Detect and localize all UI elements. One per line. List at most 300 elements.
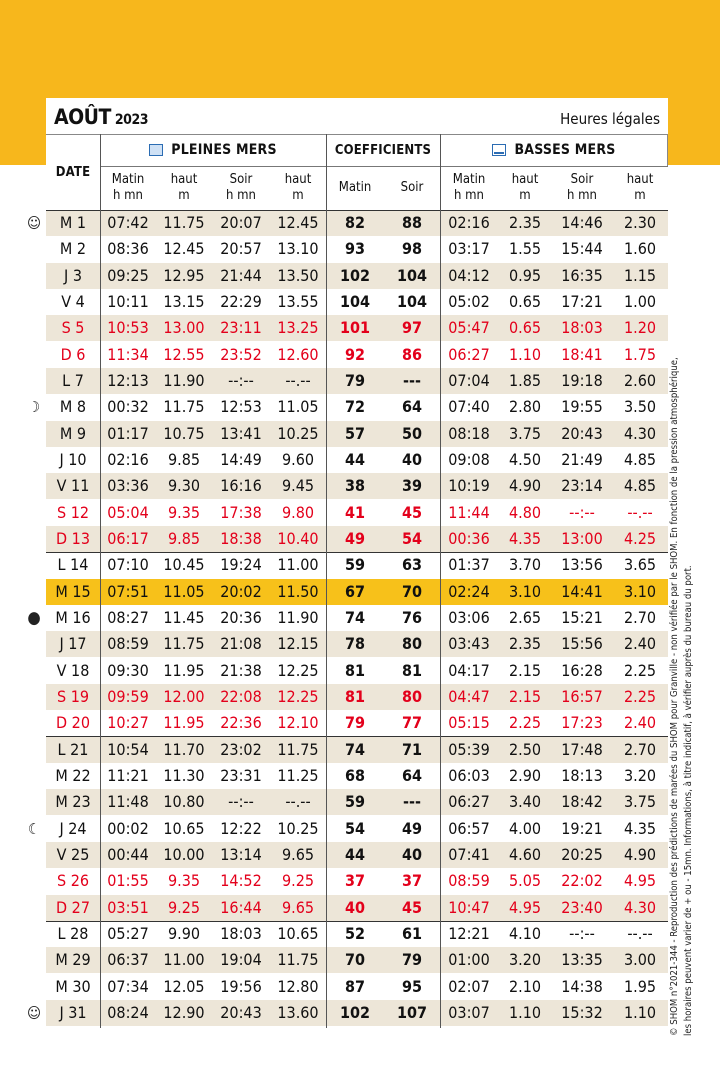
high-morning-header: Matin h mn <box>111 172 145 203</box>
low-morning-time: 10:19 <box>448 476 490 495</box>
high-evening-time: 12:22 <box>220 819 262 838</box>
low-evening-time: 14:38 <box>561 977 603 996</box>
low-evening-time: 15:56 <box>561 634 603 653</box>
coef-morning: 102 <box>339 266 371 285</box>
low-morning-time: 12:21 <box>448 924 490 943</box>
coef-morning: 44 <box>344 450 366 469</box>
coef-evening: 88 <box>401 213 423 232</box>
date: S 5 <box>61 318 85 337</box>
low-evening-time: --:-- <box>569 503 595 522</box>
grid-line <box>440 134 441 1028</box>
date: M 30 <box>55 977 91 996</box>
coef-morning: 74 <box>344 740 366 759</box>
low-morning-height: 0.65 <box>508 318 542 337</box>
coef-morning: 93 <box>344 239 366 258</box>
table-row <box>46 710 668 736</box>
high-evening-height: 9.60 <box>281 450 315 469</box>
coef-morning: 59 <box>344 555 366 574</box>
high-evening-time: 19:56 <box>220 977 262 996</box>
high-morning-height: 10.65 <box>163 819 205 838</box>
high-evening-time: 21:44 <box>220 266 262 285</box>
table-row <box>46 974 668 1000</box>
high-evening-time: 13:41 <box>220 424 262 443</box>
table-row <box>46 368 668 394</box>
high-evening-time: 12:53 <box>220 397 262 416</box>
low-morning-time: 06:57 <box>448 819 490 838</box>
low-evening-time: 16:57 <box>561 687 603 706</box>
high-morning-time: 11:48 <box>107 792 149 811</box>
table-row <box>46 789 668 815</box>
table-title-bar <box>46 98 668 135</box>
high-evening-height: 9.25 <box>281 871 315 890</box>
high-morning-height: 11.05 <box>163 582 205 601</box>
low-evening-time: 13:35 <box>561 950 603 969</box>
high-morning-height: 9.85 <box>167 529 201 548</box>
high-morning-height: 9.25 <box>167 898 201 917</box>
low-morning-header: Matin h mn <box>452 172 486 203</box>
low-evening-height: 1.15 <box>623 266 657 285</box>
low-morning-time: 02:16 <box>448 213 490 232</box>
table-row <box>46 658 668 684</box>
coef-evening: 54 <box>401 529 423 548</box>
high-evening-height: 11.75 <box>277 950 319 969</box>
coef-morning: 104 <box>339 292 371 311</box>
coef-morning: 40 <box>344 898 366 917</box>
table-row <box>46 236 668 262</box>
coef-evening: 80 <box>401 687 423 706</box>
high-morning-height: 11.95 <box>163 661 205 680</box>
low-morning-time: 05:39 <box>448 740 490 759</box>
low-morning-height: 3.20 <box>508 950 542 969</box>
low-morning-height: 3.10 <box>508 582 542 601</box>
coef-morning: 59 <box>344 792 366 811</box>
high-morning-time: 10:11 <box>107 292 149 311</box>
low-morning-height: 4.50 <box>508 450 542 469</box>
coef-morning: 79 <box>344 713 366 732</box>
high-morning-time: 05:04 <box>107 503 149 522</box>
low-morning-time: 04:12 <box>448 266 490 285</box>
high-evening-height: 12.80 <box>277 977 319 996</box>
high-evening-time: 19:04 <box>220 950 262 969</box>
low-morning-time: 06:03 <box>448 766 490 785</box>
high-evening-height: 10.25 <box>277 819 319 838</box>
low-evening-height: --.-- <box>627 503 653 522</box>
low-morning-height: 4.60 <box>508 845 542 864</box>
low-evening-height: 2.60 <box>623 371 657 390</box>
high-morning-height: 11.70 <box>163 740 205 759</box>
coef-evening: 70 <box>401 582 423 601</box>
high-evening-header: Soir h mn <box>226 172 256 203</box>
low-evening-time: 18:41 <box>561 345 603 364</box>
high-morning-time: 12:13 <box>107 371 149 390</box>
coef-morning: 41 <box>344 503 366 522</box>
date: M 23 <box>55 792 91 811</box>
coef-evening: 40 <box>401 450 423 469</box>
low-evening-time: 22:02 <box>561 871 603 890</box>
coef-morning: 79 <box>344 371 366 390</box>
low-tide-group-header: BASSES MERS <box>440 134 668 166</box>
high-morning-time: 09:25 <box>107 266 149 285</box>
table-row <box>46 289 668 315</box>
low-morning-time: 01:37 <box>448 555 490 574</box>
date: J 31 <box>59 1003 87 1022</box>
low-morning-height: 2.80 <box>508 397 542 416</box>
high-morning-height: 11.90 <box>163 371 205 390</box>
low-evening-time: 18:13 <box>561 766 603 785</box>
low-evening-time: 21:49 <box>561 450 603 469</box>
date: L 7 <box>62 371 84 390</box>
low-morning-height: 2.35 <box>508 213 542 232</box>
coef-evening: --- <box>403 371 421 390</box>
low-morning-time: 03:07 <box>448 1003 490 1022</box>
high-evening-time: 18:03 <box>220 924 262 943</box>
low-evening-time: 14:41 <box>561 582 603 601</box>
high-evening-height: --.-- <box>285 371 311 390</box>
date: J 3 <box>64 266 82 285</box>
high-morning-height: 11.00 <box>163 950 205 969</box>
low-evening-time: 16:28 <box>561 661 603 680</box>
high-morning-time: 08:27 <box>107 608 149 627</box>
high-morning-time: 03:51 <box>107 898 149 917</box>
low-evening-height: 2.40 <box>623 634 657 653</box>
high-evening-time: 20:36 <box>220 608 262 627</box>
high-evening-time: 23:02 <box>220 740 262 759</box>
date: M 15 <box>55 582 91 601</box>
low-evening-height: 1.20 <box>623 318 657 337</box>
table-row <box>46 1000 668 1026</box>
first-quarter-icon: ☾ <box>27 820 41 838</box>
coef-evening: --- <box>403 792 421 811</box>
low-evening-time: 19:21 <box>561 819 603 838</box>
high-evening-height: 11.75 <box>277 740 319 759</box>
high-evening-time: --:-- <box>228 792 254 811</box>
low-morning-time: 08:18 <box>448 424 490 443</box>
high-morning-height: 9.35 <box>167 503 201 522</box>
low-morning-time: 09:08 <box>448 450 490 469</box>
high-evening-height: 11.00 <box>277 555 319 574</box>
high-evening-height: 9.65 <box>281 898 315 917</box>
coef-evening: 61 <box>401 924 423 943</box>
date: M 9 <box>59 424 87 443</box>
high-evening-height: 9.65 <box>281 845 315 864</box>
high-morning-time: 07:51 <box>107 582 149 601</box>
coef-evening: 76 <box>401 608 423 627</box>
header-divider <box>100 166 668 167</box>
high-morning-height: 9.85 <box>167 450 201 469</box>
date: S 26 <box>56 871 90 890</box>
high-evening-time: 20:07 <box>220 213 262 232</box>
low-evening-time: 20:25 <box>561 845 603 864</box>
low-morning-height: 2.50 <box>508 740 542 759</box>
table-row <box>46 421 668 447</box>
table-row <box>46 526 668 552</box>
low-evening-time: 18:42 <box>561 792 603 811</box>
coef-morning: 78 <box>344 634 366 653</box>
low-morning-height: 4.10 <box>508 924 542 943</box>
high-morning-height: 10.00 <box>163 845 205 864</box>
high-evening-height: 12.45 <box>277 213 319 232</box>
date: M 2 <box>59 239 87 258</box>
low-morning-height: 2.65 <box>508 608 542 627</box>
coef-morning-header: Matin <box>338 180 372 195</box>
date-column-header: DATE <box>55 164 91 180</box>
date: V 18 <box>56 661 90 680</box>
low-morning-time: 00:36 <box>448 529 490 548</box>
low-morning-time: 03:43 <box>448 634 490 653</box>
high-morning-height: 12.05 <box>163 977 205 996</box>
low-evening-time: 18:03 <box>561 318 603 337</box>
coef-evening: 71 <box>401 740 423 759</box>
low-evening-height-header: haut m <box>626 172 654 203</box>
low-evening-time: 16:35 <box>561 266 603 285</box>
new-moon-icon: ● <box>27 608 41 628</box>
date: L 21 <box>57 740 89 759</box>
high-morning-height-header: haut m <box>170 172 198 203</box>
low-morning-time: 07:04 <box>448 371 490 390</box>
low-evening-time: 14:46 <box>561 213 603 232</box>
date: S 12 <box>56 503 90 522</box>
high-evening-height: 11.50 <box>277 582 319 601</box>
date: J 10 <box>59 450 87 469</box>
coef-morning: 82 <box>344 213 366 232</box>
coef-morning: 70 <box>344 950 366 969</box>
low-morning-time: 11:44 <box>448 503 490 522</box>
low-morning-time: 08:59 <box>448 871 490 890</box>
low-evening-time: 23:14 <box>561 476 603 495</box>
low-morning-height: 4.80 <box>508 503 542 522</box>
coef-evening: 98 <box>401 239 423 258</box>
low-morning-height: 2.25 <box>508 713 542 732</box>
high-evening-time: 23:31 <box>220 766 262 785</box>
coef-evening: 45 <box>401 503 423 522</box>
low-evening-height: 4.30 <box>623 424 657 443</box>
low-evening-height: 3.65 <box>623 555 657 574</box>
low-morning-time: 01:00 <box>448 950 490 969</box>
coef-morning: 81 <box>344 661 366 680</box>
low-morning-height: 5.05 <box>508 871 542 890</box>
high-evening-time: 23:52 <box>220 345 262 364</box>
coef-evening: 64 <box>401 766 423 785</box>
high-morning-time: 08:59 <box>107 634 149 653</box>
low-evening-time: 17:21 <box>561 292 603 311</box>
low-morning-time: 06:27 <box>448 792 490 811</box>
date: M 16 <box>55 608 91 627</box>
high-morning-height: 10.75 <box>163 424 205 443</box>
table-row <box>46 210 668 236</box>
high-evening-height: 11.05 <box>277 397 319 416</box>
low-morning-time: 06:27 <box>448 345 490 364</box>
low-evening-height: 1.75 <box>623 345 657 364</box>
date: D 20 <box>56 713 90 732</box>
low-evening-height: --.-- <box>627 924 653 943</box>
low-morning-height: 2.90 <box>508 766 542 785</box>
low-evening-height: 2.70 <box>623 740 657 759</box>
table-row <box>46 342 668 368</box>
low-evening-height: 3.75 <box>623 792 657 811</box>
low-evening-time: 13:56 <box>561 555 603 574</box>
date: J 17 <box>59 634 87 653</box>
coef-morning: 67 <box>344 582 366 601</box>
coef-evening: 107 <box>396 1003 428 1022</box>
grid-line <box>100 134 101 1028</box>
high-evening-time: 20:57 <box>220 239 262 258</box>
coef-morning: 92 <box>344 345 366 364</box>
low-evening-height: 1.60 <box>623 239 657 258</box>
high-tide-group-header: PLEINES MERS <box>100 134 326 166</box>
high-evening-time: 22:36 <box>220 713 262 732</box>
low-evening-height: 2.30 <box>623 213 657 232</box>
coef-morning: 54 <box>344 819 366 838</box>
coef-evening: 86 <box>401 345 423 364</box>
low-evening-height: 2.40 <box>623 713 657 732</box>
low-morning-time: 02:07 <box>448 977 490 996</box>
date: D 27 <box>56 898 90 917</box>
coef-morning: 72 <box>344 397 366 416</box>
high-morning-height: 13.15 <box>163 292 205 311</box>
high-evening-time: 14:49 <box>220 450 262 469</box>
high-evening-time: 19:24 <box>220 555 262 574</box>
high-evening-time: 21:38 <box>220 661 262 680</box>
coef-morning: 57 <box>344 424 366 443</box>
low-evening-height: 4.30 <box>623 898 657 917</box>
low-evening-time: 17:48 <box>561 740 603 759</box>
date: V 4 <box>61 292 85 311</box>
table-row <box>46 868 668 894</box>
sun-face-icon: ☺ <box>26 214 42 232</box>
low-morning-height: 1.10 <box>508 1003 542 1022</box>
date: L 28 <box>57 924 89 943</box>
low-morning-time: 02:24 <box>448 582 490 601</box>
coef-evening: 80 <box>401 634 423 653</box>
table-row <box>46 579 668 605</box>
high-evening-height: 13.25 <box>277 318 319 337</box>
low-morning-height: 2.15 <box>508 661 542 680</box>
table-row <box>46 447 668 473</box>
coef-morning: 87 <box>344 977 366 996</box>
high-evening-time: 21:08 <box>220 634 262 653</box>
high-evening-height: 12.10 <box>277 713 319 732</box>
legal-time-label: Heures légales <box>560 110 660 128</box>
low-evening-time: --:-- <box>569 924 595 943</box>
low-evening-height: 4.95 <box>623 871 657 890</box>
high-evening-height: 13.10 <box>277 239 319 258</box>
high-morning-time: 09:30 <box>107 661 149 680</box>
high-morning-height: 9.35 <box>167 871 201 890</box>
date: V 25 <box>56 845 90 864</box>
table-row <box>46 947 668 973</box>
high-evening-time: 20:02 <box>220 582 262 601</box>
low-evening-height: 3.50 <box>623 397 657 416</box>
high-evening-height: 10.25 <box>277 424 319 443</box>
table-row <box>46 895 668 921</box>
coef-evening: 37 <box>401 871 423 890</box>
high-morning-height: 13.00 <box>163 318 205 337</box>
date: M 22 <box>55 766 91 785</box>
table-row <box>46 263 668 289</box>
high-evening-height: --.-- <box>285 792 311 811</box>
high-morning-time: 07:10 <box>107 555 149 574</box>
high-morning-time: 11:34 <box>107 345 149 364</box>
high-morning-height: 9.90 <box>167 924 201 943</box>
low-morning-time: 04:17 <box>448 661 490 680</box>
date: M 8 <box>59 397 87 416</box>
low-evening-time: 15:21 <box>561 608 603 627</box>
low-morning-time: 03:17 <box>448 239 490 258</box>
low-evening-time: 23:40 <box>561 898 603 917</box>
table-row <box>46 500 668 526</box>
high-morning-time: 08:36 <box>107 239 149 258</box>
low-morning-time: 04:47 <box>448 687 490 706</box>
coef-evening: 81 <box>401 661 423 680</box>
high-morning-height: 12.45 <box>163 239 205 258</box>
high-morning-height: 12.90 <box>163 1003 205 1022</box>
low-evening-time: 13:00 <box>561 529 603 548</box>
high-morning-height: 12.55 <box>163 345 205 364</box>
low-morning-time: 05:47 <box>448 318 490 337</box>
date: L 14 <box>57 555 89 574</box>
low-evening-height: 3.00 <box>623 950 657 969</box>
high-morning-height: 11.45 <box>163 608 205 627</box>
coef-evening: 104 <box>396 292 428 311</box>
coef-morning: 52 <box>344 924 366 943</box>
low-tide-icon <box>492 144 506 156</box>
low-evening-height: 4.85 <box>623 476 657 495</box>
low-morning-height-header: haut m <box>511 172 539 203</box>
low-evening-time: 17:23 <box>561 713 603 732</box>
high-evening-height: 10.65 <box>277 924 319 943</box>
high-evening-time: 16:16 <box>220 476 262 495</box>
high-morning-time: 00:02 <box>107 819 149 838</box>
low-morning-time: 05:15 <box>448 713 490 732</box>
high-morning-time: 07:34 <box>107 977 149 996</box>
table-row <box>46 473 668 499</box>
high-evening-time: 17:38 <box>220 503 262 522</box>
low-morning-height: 2.15 <box>508 687 542 706</box>
coef-morning: 37 <box>344 871 366 890</box>
high-evening-height: 13.55 <box>277 292 319 311</box>
sun-face-icon: ☺ <box>26 1004 42 1022</box>
high-morning-time: 03:36 <box>107 476 149 495</box>
coef-evening: 64 <box>401 397 423 416</box>
high-morning-time: 10:53 <box>107 318 149 337</box>
coef-morning: 102 <box>339 1003 371 1022</box>
low-morning-time: 07:40 <box>448 397 490 416</box>
high-morning-height: 11.30 <box>163 766 205 785</box>
low-evening-time: 15:32 <box>561 1003 603 1022</box>
low-morning-height: 4.35 <box>508 529 542 548</box>
low-morning-time: 05:02 <box>448 292 490 311</box>
coef-morning: 49 <box>344 529 366 548</box>
low-morning-time: 07:41 <box>448 845 490 864</box>
copyright-note: © SHOM n°2021-344 - Reproduction des prédictions de marées du SHOM pour Granville - non vérifiée par le SHOM. En fonction de la pression atmosphérique, les horaires peuvent varier de + ou - 15mn. Informations, à titre indicatif, à vérifier auprès du bureau du port. <box>669 357 694 1036</box>
coef-evening: 40 <box>401 845 423 864</box>
low-morning-height: 1.55 <box>508 239 542 258</box>
high-morning-time: 01:55 <box>107 871 149 890</box>
high-morning-height: 12.00 <box>163 687 205 706</box>
low-evening-time: 20:43 <box>561 424 603 443</box>
low-evening-height: 4.85 <box>623 450 657 469</box>
high-evening-time: 14:52 <box>220 871 262 890</box>
date: S 19 <box>56 687 90 706</box>
coef-morning: 74 <box>344 608 366 627</box>
high-evening-height: 10.40 <box>277 529 319 548</box>
high-evening-height: 12.60 <box>277 345 319 364</box>
coef-evening: 63 <box>401 555 423 574</box>
high-evening-height: 13.60 <box>277 1003 319 1022</box>
coef-morning: 68 <box>344 766 366 785</box>
high-morning-time: 10:27 <box>107 713 149 732</box>
table-row <box>46 921 668 947</box>
